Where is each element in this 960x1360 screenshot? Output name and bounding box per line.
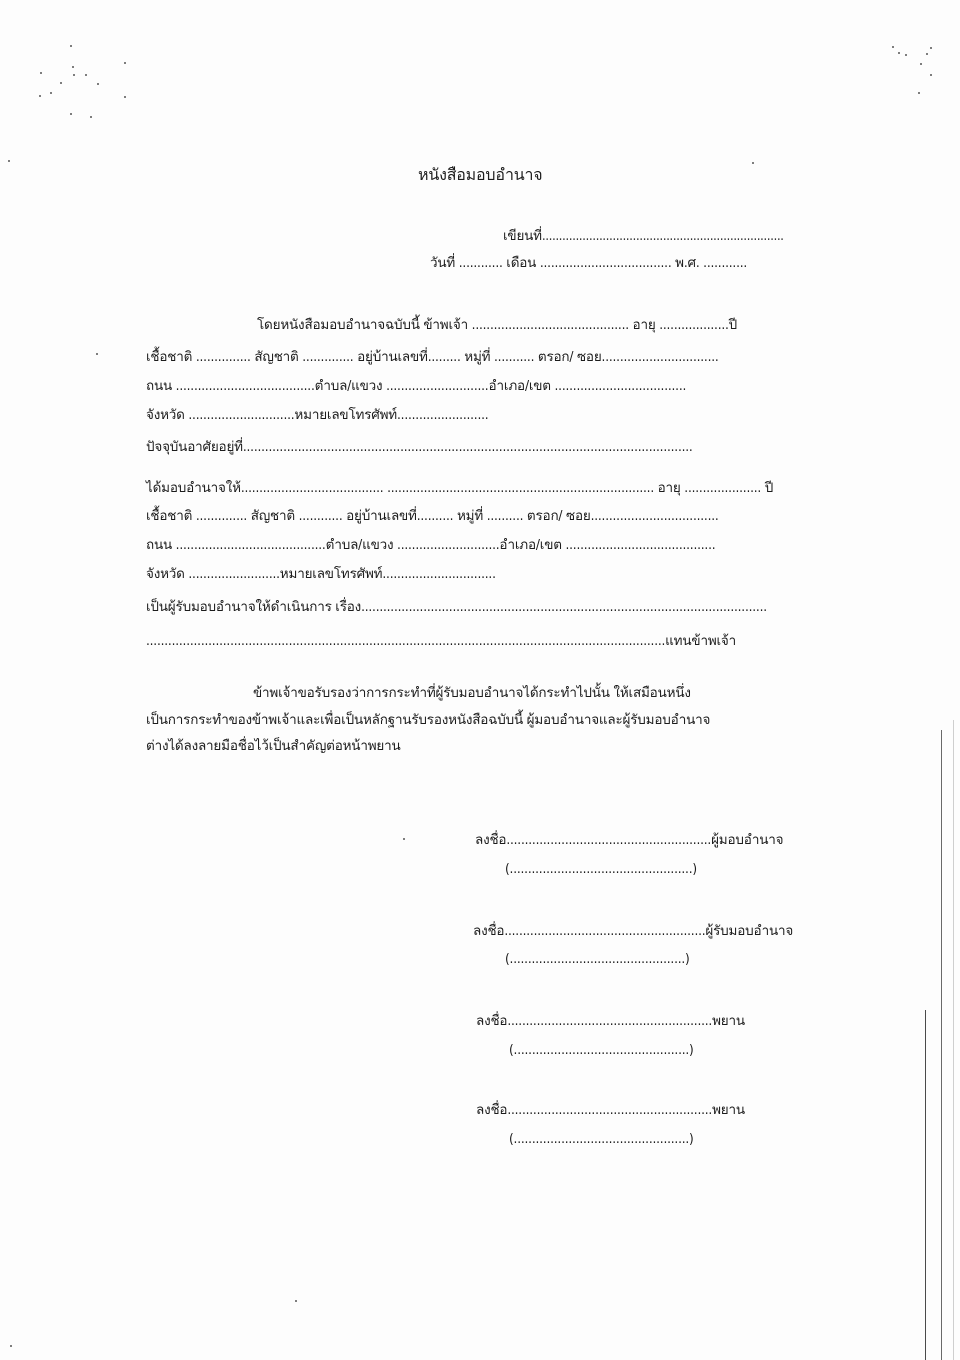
written-at-field <box>503 227 784 245</box>
grantee-road-district-line: ถนน .........................................ตำบล/แขวง ............................อำเภอ/เขต ......................................... <box>146 537 716 553</box>
signature-witness-1-name: (................................................) <box>509 1042 694 1058</box>
signature-witness-1-line: ลงชื่อ........................................................พยาน <box>476 1013 745 1029</box>
signature-grantor-name: (..................................................) <box>505 861 697 877</box>
grantor-province-phone-line: จังหวัด .............................หมายเลขโทรศัพท์......................... <box>146 407 489 423</box>
grantor-current-residence-line: ปัจจุบันอาศัยอยู่ที่........................................................................................................................... <box>146 439 693 455</box>
certification-line-1: ข้าพเจ้าขอรับรองว่าการกระทำที่ผู้รับมอบอำนาจได้กระทำไปนั้น ให้เสมือนหนึ่ง <box>253 685 691 701</box>
signature-grantee-name: (................................................) <box>505 951 690 967</box>
grantee-name-age-line: ได้มอบอำนาจให้....................................... ......................................................................... อายุ ..................... ปี <box>146 480 774 496</box>
written-at-blank: ........................................................................ <box>541 228 784 244</box>
scan-edge-line-inner <box>925 1010 926 1360</box>
written-at-label: เขียนที่ <box>503 228 542 244</box>
matter-subject-line: เป็นผู้รับมอบอำนาจให้ดำเนินการ เรื่อง............................................................................................................... <box>146 599 767 615</box>
grantor-name-age-line: โดยหนังสือมอบอำนาจฉบับนี้ ข้าพเจ้า ........................................... อายุ ...................ปี <box>257 317 738 333</box>
scan-edge-line-faint <box>953 720 954 1360</box>
grantee-province-phone-line: จังหวัด .........................หมายเลขโทรศัพท์............................... <box>146 566 496 582</box>
document-title: หนังสือมอบอำนาจ <box>418 165 543 184</box>
matter-continuation-line: ..............................................................................................................................................แทนข้าพเจ้า <box>146 633 737 649</box>
scan-edge-line-outer <box>941 730 942 1360</box>
grantee-ethnicity-address-line: เชื้อชาติ .............. สัญชาติ ............ อยู่บ้านเลขที่.......... หมู่ที่ .......... ตรอก/ ซอย................................... <box>146 508 719 524</box>
signature-witness-2-line: ลงชื่อ........................................................พยาน <box>476 1102 745 1118</box>
grantor-ethnicity-address-line: เชื้อชาติ ............... สัญชาติ .............. อยู่บ้านเลขที่......... หมู่ที่ ........... ตรอก/ ซอย................................ <box>146 349 719 365</box>
date-line: วันที่ ............ เดือน .................................... พ.ศ. ............ <box>430 255 748 271</box>
signature-witness-2-name: (................................................) <box>509 1131 694 1147</box>
signature-grantor-line: ลงชื่อ........................................................ผู้มอบอำนาจ <box>475 832 784 848</box>
grantor-road-district-line: ถนน ......................................ตำบล/แขวง ............................อำเภอ/เขต .................................... <box>146 378 687 394</box>
certification-line-2: เป็นการกระทำของข้าพเจ้าและเพื่อเป็นหลักฐานรับรองหนังสือฉบับนี้ ผู้มอบอำนาจและผู้รับมอบอำนาจ <box>146 712 711 728</box>
certification-line-3: ต่างได้ลงลายมือชื่อไว้เป็นสำคัญต่อหน้าพยาน <box>146 738 401 754</box>
signature-grantee-line: ลงชื่อ.......................................................ผู้รับมอบอำนาจ <box>473 923 794 939</box>
